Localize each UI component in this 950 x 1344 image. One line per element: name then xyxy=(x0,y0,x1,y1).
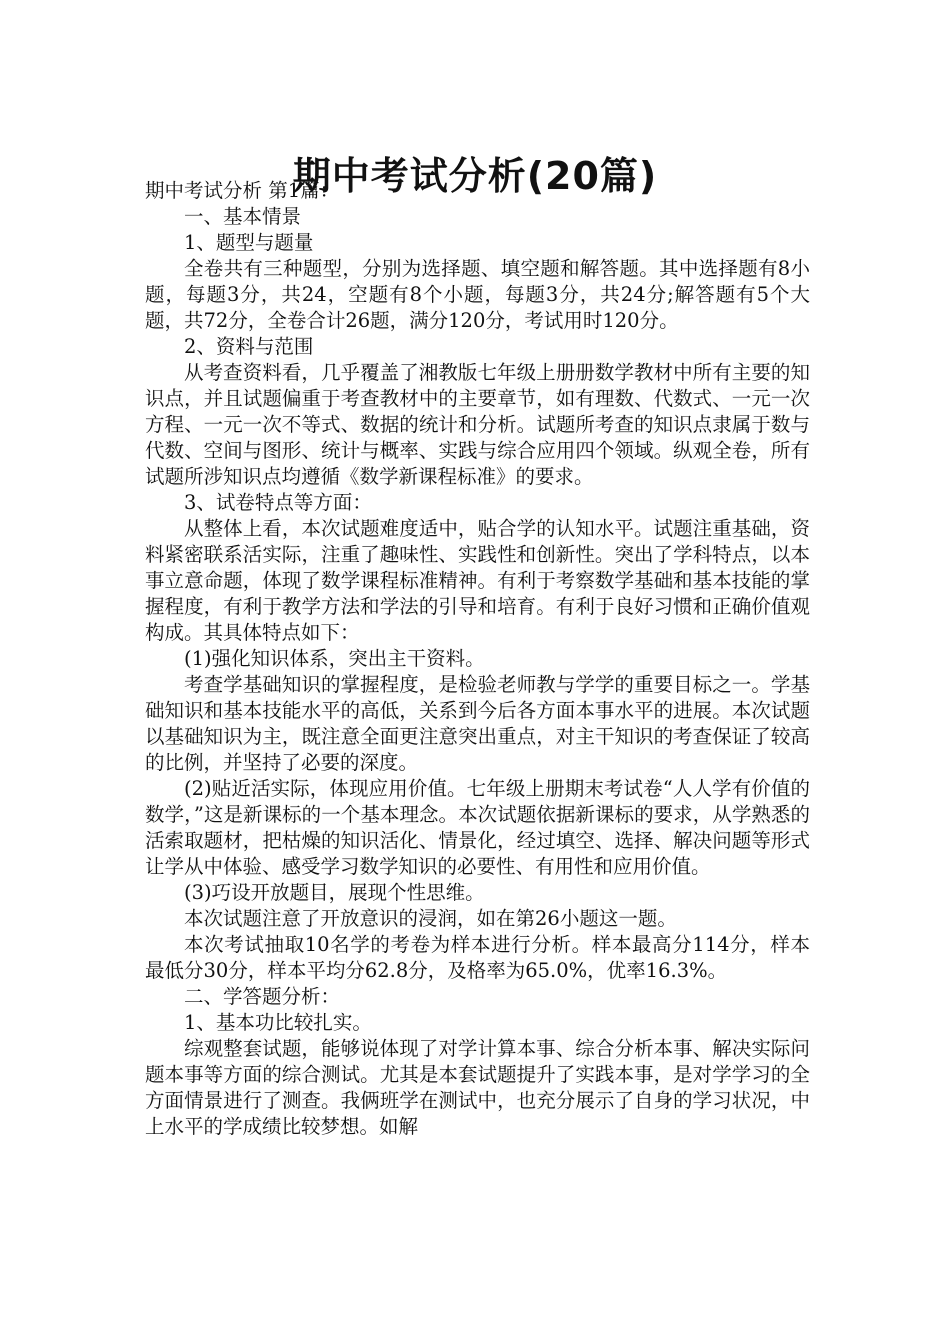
paragraph: 从整体上看，本次试题难度适中，贴合学的认知水平。试题注重基础，资料紧密联系活实际，注重了趣味性、实践性和创新性。突出了学科特点，以本事立意命题，体现了数学课程标准精神。有利于考察数学基础和基本技能的掌握程度，有利于教学方法和学法的引导和培育。有利于良好习惯和正确价值观构成。其具体特点如下： xyxy=(145,517,810,644)
document-title: 期中考试分析(20篇) xyxy=(292,154,658,199)
paragraph: 1、题型与题量 xyxy=(184,231,314,254)
paragraph: 1、基本功比较扎实。 xyxy=(184,1011,372,1034)
paragraph: 考查学基础知识的掌握程度，是检验老师教与学学的重要目标之一。学基础知识和基本技能水平的高低，关系到今后各方面本事水平的进展。本次试题以基础知识为主，既注意全面更注意突出重点，对主干知识的考查保证了较高的比例，并坚持了必要的深度。 xyxy=(145,673,810,774)
paragraph: 全卷共有三种题型，分别为选择题、填空题和解答题。其中选择题有8小题，每题3分，共24，空题有8个小题，每题3分，共24分;解答题有5个大题，共72分，全卷合计26题，满分120分，考试用时120分。 xyxy=(145,257,810,332)
paragraph: (3)巧设开放题目，展现个性思维。 xyxy=(184,881,485,904)
paragraph: (1)强化知识体系，突出主干资料。 xyxy=(184,647,485,670)
paragraph: 一、基本情景 xyxy=(184,205,302,228)
paragraph: 综观整套试题，能够说体现了对学计算本事、综合分析本事、解决实际问题本事等方面的综合测试。尤其是本套试题提升了实践本事，是对学学习的全方面情景进行了测查。我俩班学在测试中，也充分展示了自身的学习状况，中上水平的学成绩比较梦想。如解 xyxy=(145,1037,810,1138)
paragraph: 二、学答题分析： xyxy=(184,985,341,1008)
paragraph: 本次考试抽取10名学的考卷为样本进行分析。样本最高分114分，样本最低分30分，样本平均分62.8分，及格率为65.0%，优率16.3%。 xyxy=(145,933,810,982)
paragraph: 本次试题注意了开放意识的浸润，如在第26小题这一题。 xyxy=(184,907,677,930)
document-body xyxy=(145,178,810,1140)
paragraph: (2)贴近活实际，体现应用价值。七年级上册期末考试卷“人人学有价值的数学，”这是新课标的一个基本理念。本次试题依据新课标的要求，从学熟悉的活索取题材，把枯燥的知识活化、情景化，经过填空、选择、解决问题等形式让学从中体验、感受学习数学知识的必要性、有用性和应用价值。 xyxy=(145,777,810,878)
paragraph: 从考查资料看，几乎覆盖了湘教版七年级上册册数学教材中所有主要的知识点，并且试题偏重于考查教材中的主要章节，如有理数、代数式、一元一次方程、一元一次不等式、数据的统计和分析。试题所考查的知识点隶属于数与代数、空间与图形、统计与概率、实践与综合应用四个领域。纵观全卷，所有试题所涉知识点均遵循《数学新课程标准》的要求。 xyxy=(145,361,810,488)
paragraph: 2、资料与范围 xyxy=(184,335,314,358)
paragraph: 期中考试分析 第1篇： xyxy=(145,179,340,202)
paragraph: 3、试卷特点等方面： xyxy=(184,491,372,514)
